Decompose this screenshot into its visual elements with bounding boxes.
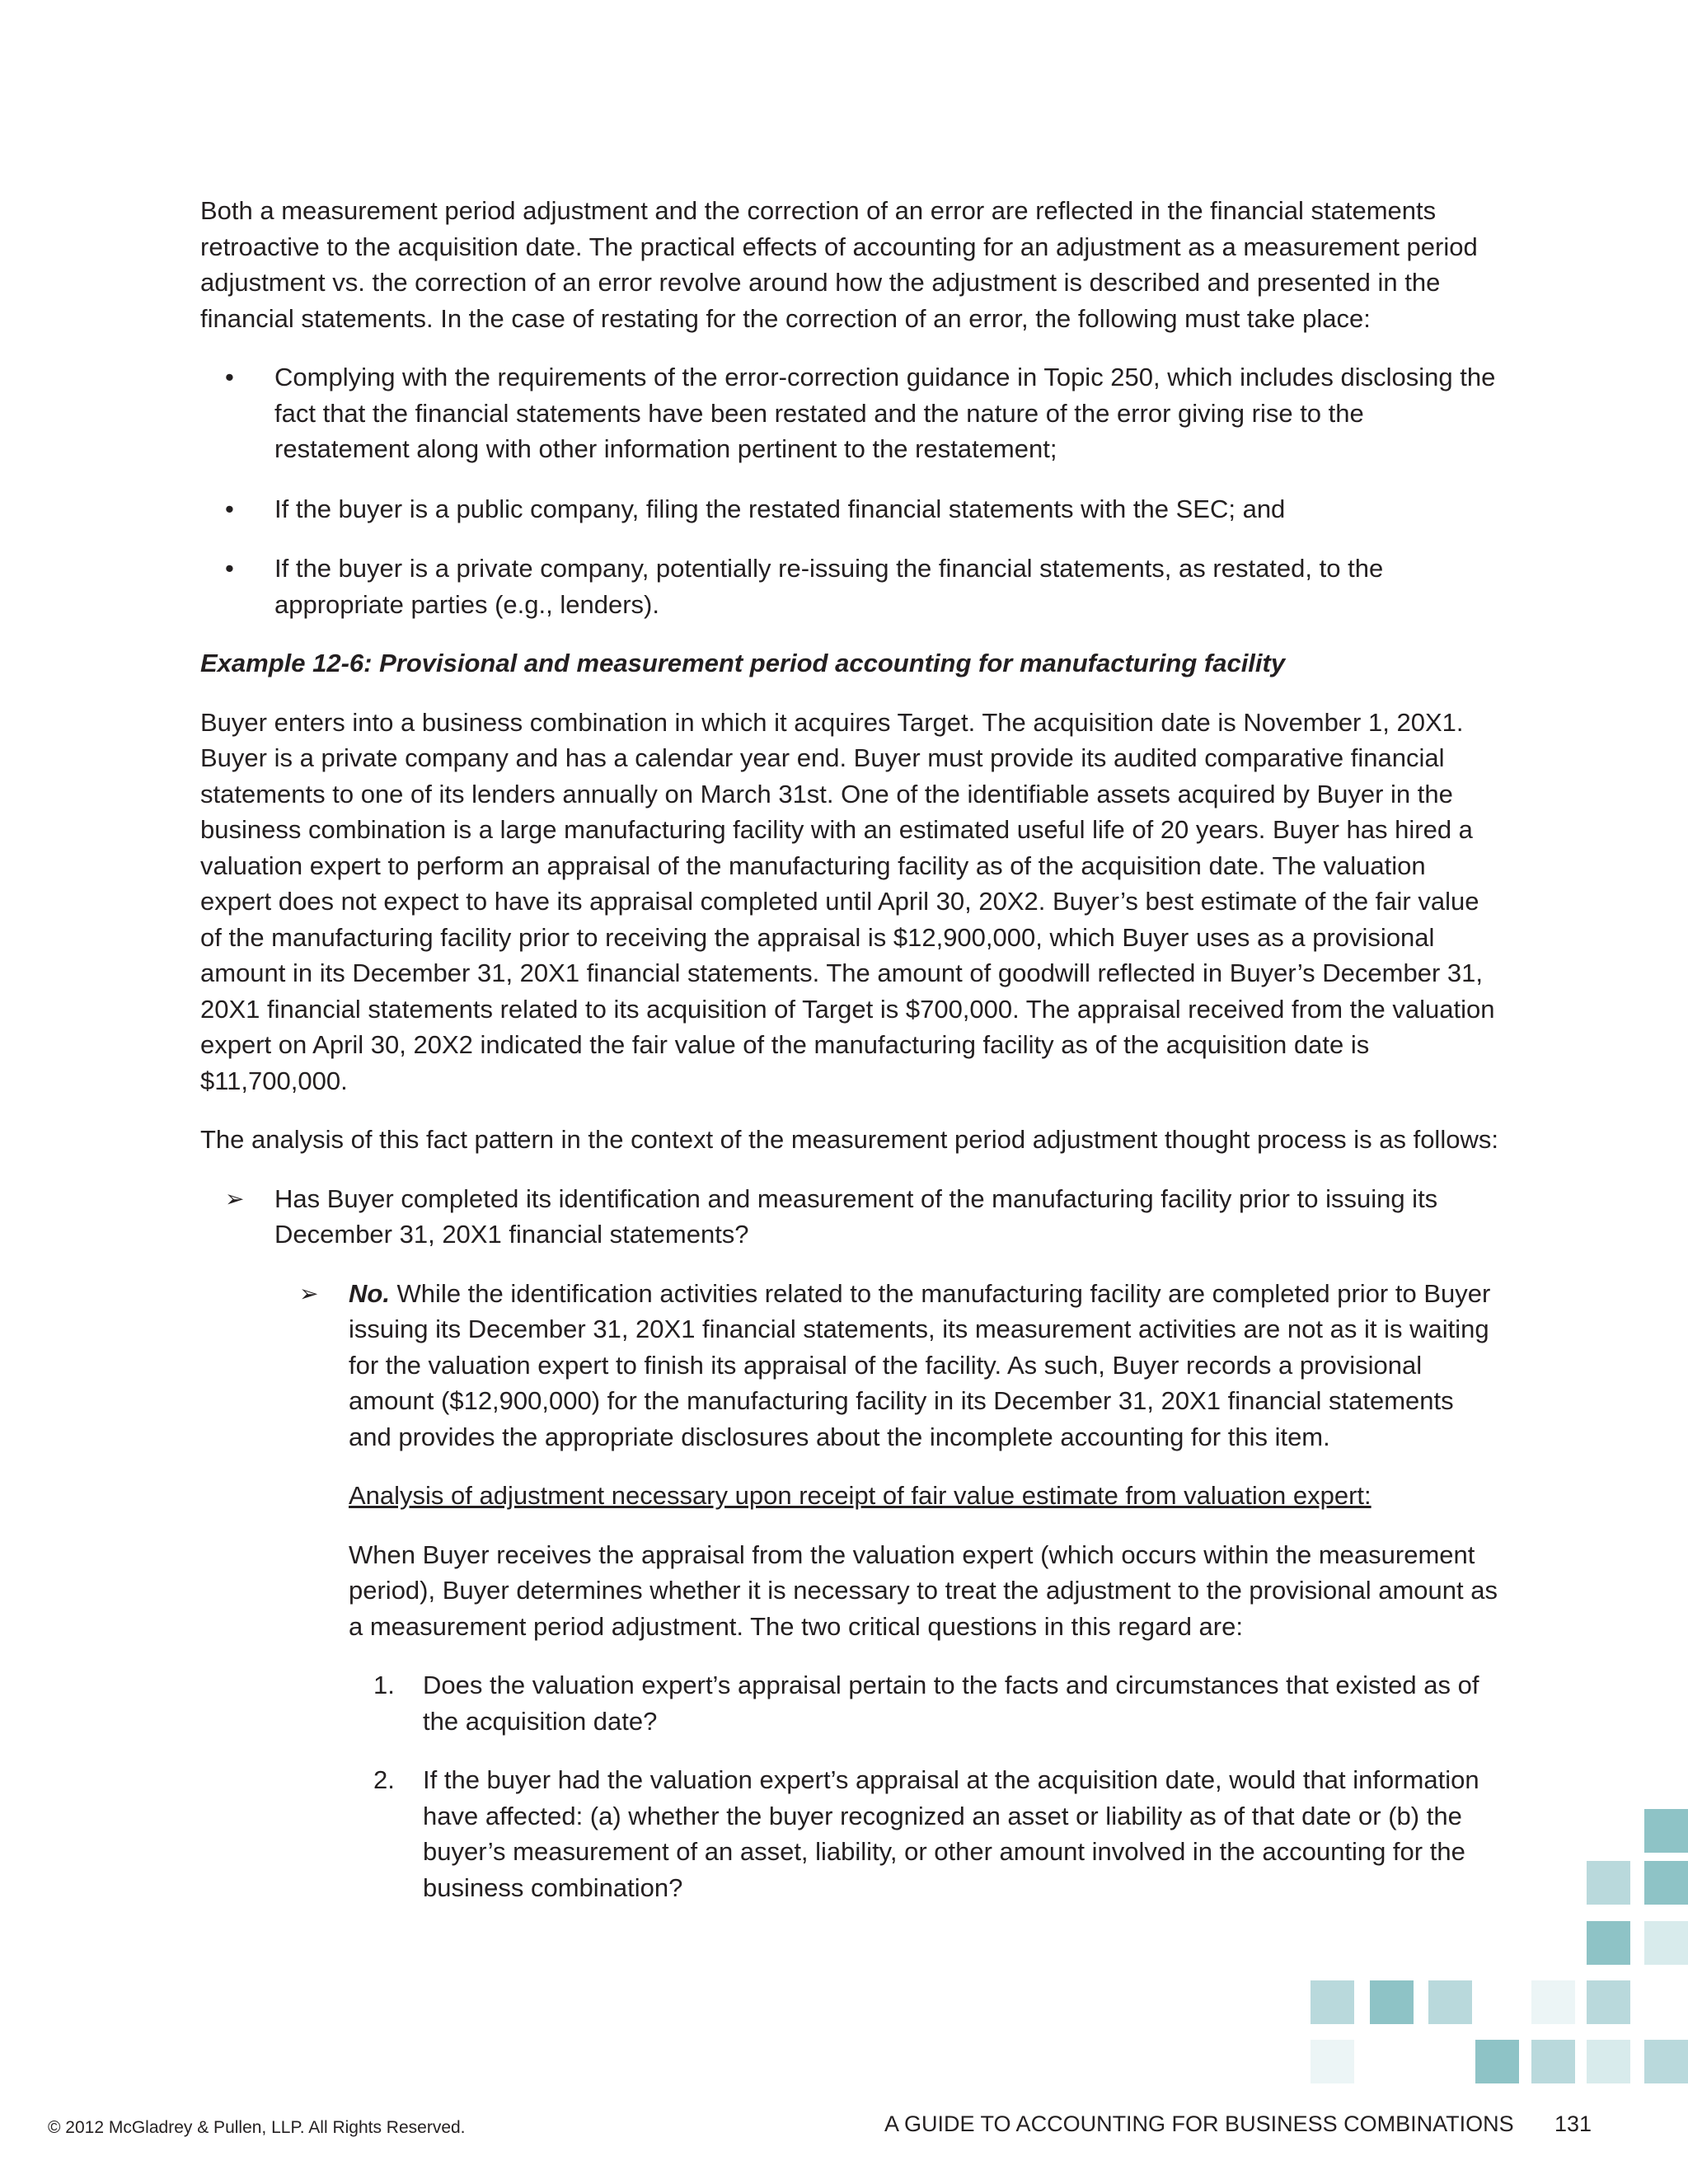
bullet-marker: • xyxy=(225,494,234,523)
numbered-text: If the buyer had the valuation expert’s appraisal at the acquisition date, would that information have affected: (a) whether the buyer recognized an asset or liability as of that date or (b) the buyer’s measurement of an asset, liability, or other amount involved in the accounting for the business combination? xyxy=(423,1765,1479,1902)
decor-square xyxy=(1311,1980,1354,2024)
intro-paragraph: Both a measurement period adjustment and the correction of an error are reflected in the financial statements retroactive to the acquisition date. The practical effects of accounting for an adjustment as a measurement period adjustment vs. the correction of an error revolve around how the adjustment is described and presented in the financial statements. In the case of restating for the correction of an error, the following must take place: xyxy=(200,196,1478,333)
bullet-item xyxy=(200,551,1503,622)
example-heading: Example 12-6: Provisional and measurement period accounting for manufacturing facility xyxy=(200,649,1286,677)
decor-square xyxy=(1644,2040,1688,2083)
bullet-marker: • xyxy=(225,363,234,391)
decor-square xyxy=(1475,2040,1519,2083)
decor-square xyxy=(1531,1980,1575,2024)
item-number: 1. xyxy=(373,1671,395,1699)
bullet-item xyxy=(200,491,1503,527)
decor-square xyxy=(1644,1861,1688,1905)
question-text: Has Buyer completed its identification and measurement of the manufacturing facility prior to issuing its December 31, 20X1 financial statements? xyxy=(274,1183,1438,1249)
example-paragraph: Buyer enters into a business combination in which it acquires Target. The acquisition date is November 1, 20X1. Buyer is a private company and has a calendar year end. Buyer must provide its audited comparative financial statements to one of its lenders annually on March 31st. One of the identifiable assets acquired by Buyer in the business combination is a large manufacturing facility with an estimated useful life of 20 years. Buyer has hired a valuation expert to perform an appraisal of the manufacturing facility as of the acquisition date. The valuation expert does not expect to have its appraisal completed until April 30, 20X2. Buyer’s best estimate of the fair value of the manufacturing facility prior to receiving the appraisal is $12,900,000, which Buyer uses as a provisional amount in its December 31, 20X1 financial statements. The amount of goodwill reflected in Buyer’s December 31, 20X1 financial statements related to its acquisition of Target is $700,000. The appraisal received from the valuation expert on April 30, 20X2 indicated the fair value of the manufacturing facility as of the acquisition date is $11,700,000. xyxy=(200,707,1495,1095)
numbered-item xyxy=(200,1667,1503,1739)
page-content xyxy=(200,193,1503,1929)
footer-copyright: © 2012 McGladrey & Pullen, LLP. All Rights Reserved. xyxy=(48,2118,466,2137)
answer-label: No. xyxy=(349,1278,390,1308)
page-number: 131 xyxy=(1554,2111,1592,2136)
numbered-text: Does the valuation expert’s appraisal pertain to the facts and circumstances that existed as of the acquisition date? xyxy=(423,1671,1479,1736)
arrow-marker: ➢ xyxy=(299,1280,319,1306)
bullet-item xyxy=(200,359,1503,467)
analysis-intro: The analysis of this fact pattern in the context of the measurement period adjustment thought process is as follows: xyxy=(200,1125,1498,1154)
arrow-marker: ➢ xyxy=(225,1185,245,1212)
decor-square xyxy=(1587,2040,1630,2083)
analysis-subheading xyxy=(200,1478,1503,1514)
item-number: 2. xyxy=(373,1765,395,1794)
question-item xyxy=(200,1181,1503,1253)
decor-square xyxy=(1428,1980,1472,2024)
answer-item xyxy=(200,1276,1503,1455)
bullet-text: Complying with the requirements of the error-correction guidance in Topic 250, which includes disclosing the fact that the financial statements have been restated and the nature of the error giving rise to the restatement along with other information pertinent to the restatement; xyxy=(274,363,1496,463)
bullet-text: If the buyer is a private company, potentially re-issuing the financial statements, as restated, to the appropriate parties (e.g., lenders). xyxy=(274,554,1384,619)
decor-square xyxy=(1311,2040,1354,2083)
decor-square xyxy=(1531,2040,1575,2083)
receipt-paragraph: When Buyer receives the appraisal from the valuation expert (which occurs within the measurement period), Buyer determines whether it is necessary to treat the adjustment to the provisional amount as a measurement period adjustment. The two critical questions in this regard are: xyxy=(349,1540,1498,1641)
decor-square xyxy=(1587,1980,1630,2024)
decor-square xyxy=(1644,1809,1688,1853)
decor-square xyxy=(1587,1861,1630,1905)
bullet-text: If the buyer is a public company, filing the restated financial statements with the SEC; and xyxy=(274,494,1286,523)
numbered-item xyxy=(200,1762,1503,1905)
subheading-text: Analysis of adjustment necessary upon receipt of fair value estimate from valuation expert: xyxy=(349,1481,1372,1510)
footer-guide-title: A GUIDE TO ACCOUNTING FOR BUSINESS COMBINATIONS xyxy=(884,2111,1514,2136)
decor-square xyxy=(1370,1980,1414,2024)
answer-text: While the identification activities related to the manufacturing facility are completed prior to Buyer issuing its December 31, 20X1 financial statements, its measurement activities are not as it is waiting for the valuation expert to finish its appraisal of the facility. As such, Buyer records a provisional amount ($12,900,000) for the manufacturing facility in its December 31, 20X1 financial statements and provides the appropriate disclosures about the incomplete accounting for this item. xyxy=(349,1278,1491,1451)
decor-square xyxy=(1644,1921,1688,1965)
decor-square xyxy=(1587,1921,1630,1965)
bullet-marker: • xyxy=(225,554,234,583)
